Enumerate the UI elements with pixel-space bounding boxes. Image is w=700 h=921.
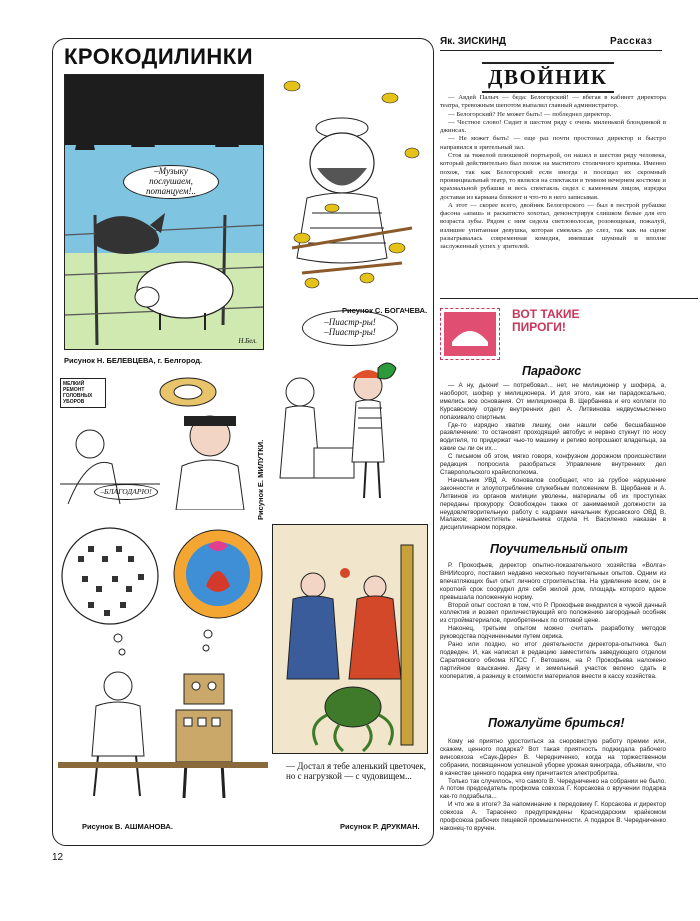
speech-bubble	[123, 165, 219, 199]
scarlet-flower-illustration	[273, 525, 428, 754]
section-paragraph: Только так случилось, что самого В. Чередниченко на собрании не было. А потом председатель профкома совхоза Г. Корсакова о вручении подарка как-то подзабыла...	[440, 777, 666, 801]
section-paragraph: Наконец, третьим опытом можно считать разработку методов руководства подчиненными путем окрика.	[440, 625, 666, 641]
pie-stamp-icon	[440, 308, 500, 360]
story-title: ДВОЙНИК	[482, 62, 614, 93]
cartoon-wolf-sheep	[64, 74, 264, 350]
section-paragraph: — А ну, дыхни! — потребовал... нет, не милиционер у шофера, а, наоборот, шофер у милиционера. И для этого, как ни парадоксально, имелись все основания. От милиционера В. Щербанева и его коллеги по Курсавскому отделу внутренних дел А. Литвинова недвусмысленно попахивало спиртным.	[440, 382, 666, 421]
section-heading-experience: Поучительный опыт	[490, 542, 628, 556]
section-body-experience	[440, 562, 666, 681]
cartoon-scarlet-flower	[272, 524, 428, 754]
flower-caption-text: — Достал я тебе аленький цветочек, но с нагрузкой — с чудовищем...	[286, 761, 426, 781]
cartoon-robot-thoughts	[58, 526, 268, 816]
story-paragraph: Стоя за тяжелой плюшевой портьерой, он нашел в шестом ряду человека, который действительно был похож на маститого столичного критика. Именно похож, так как Белогорский если иногда и посещал их скромный провинциальный театр, то являлся на спектакли в темном вечернем костюме и крахмальной рубашке и весь спектакль сидел с каменным лицом, изредка доставая из кармана блокнот и что-то в него записывая.	[440, 152, 666, 201]
caption-drukman: Рисунок Р. ДРУКМАН.	[340, 822, 420, 831]
section-title: КРОКОДИЛИНКИ	[64, 44, 254, 69]
story-paragraph: — Честное слово! Сидит в шестом ряду с очень миленькой блондинкой в джинсах.	[440, 118, 666, 135]
speech-text: –Музыку послушаем, потанцуем!..	[146, 166, 196, 196]
section-paragraph: Второй опыт состоял в том, что Р. Прокофьев внедрился в чужой дачный коллектив и возвел приличествующий его положению загородный особняк из стройматериалов, приобретенных по оптовой цене.	[440, 601, 666, 625]
section-body-paradox	[440, 382, 666, 532]
section-paragraph: Кому не приятно удостоиться за сноровистую работу премии или, скажем, ценного подарка? Вот такая приятность поджидала рабочего винсовхоза «Саук-Дере» В. Чередниченко, когда на торжественном собрании, посвященном успешной уборке урожая винограда, объявили, что в качестве ценного подарка ему причитается электробритва.	[440, 738, 666, 777]
wolf-sheep-illustration	[65, 75, 264, 350]
repair-sign	[60, 378, 106, 408]
section-paragraph: Рано или поздно, но итог деятельности директора-опытника был подведен. И, как написал в редакцию заместитель заведующего отделом Саратовского обкома КПСС Г. Ветошкин, на Р. Прокофьева наложено партийное взыскание. Дачу и земельный участок велено сдать в кооператив, а разницу в стоимости материалов внести в кассу хозяйства.	[440, 641, 666, 680]
repair-sign-text: МЕЛКИЙ РЕМОНТ ГОЛОВНЫХ УБОРОВ	[63, 381, 93, 405]
robot-illustration	[58, 526, 268, 816]
parrot-speech-2: –Пиастр-ры!	[324, 327, 376, 337]
pies-rubric: ВОТ ТАКИЕ ПИРОГИ!	[512, 307, 580, 334]
story-paragraph: — Не может быть! — еще раз почти простонал директор и быстро направился в зрительный зал.	[440, 135, 666, 151]
story-rubric: Рассказ	[610, 36, 653, 47]
section-paragraph: С письмом об этом, мягко говоря, конфузном дорожном происшествии редакция попросила разобраться Управление внутренних дел Ставропольского крайисполкома.	[440, 453, 666, 476]
story-paragraph: — Белогорский? Не может быть! — побледнел директор.	[448, 110, 612, 118]
section-heading-paradox: Парадокс	[522, 364, 582, 378]
thanks-text: –БЛАГОДАРЮ!	[100, 486, 152, 496]
caption-ashmanov: Рисунок В. АШМАНОВА.	[82, 822, 173, 831]
thanks-bubble	[94, 484, 158, 500]
section-divider	[440, 298, 698, 299]
section-heading-shave: Пожалуйте бриться!	[488, 716, 625, 730]
caption-belevtsev: Рисунок Н. БЕЛЕВЦЕВА, г. Белгород.	[64, 356, 203, 365]
cartoon-hat-repair	[60, 374, 256, 510]
story-body	[440, 94, 666, 252]
pie-icon	[444, 312, 496, 356]
story-paragraph: — Авдей Палыч — беда: Белогорский! — вбегая в кабинет директора театра, тревожным шепотом выпалил главный администратор.	[440, 94, 666, 110]
section-paragraph: И что же в итоге? За напоминание к передовику Г. Корсакова и директор совхоза А. Тарасенко предупреждены Краснодарским крайкомом профсоюза рабочих пищевой промышленности. А подарок В. Чередниченко наконец-то вручен.	[440, 801, 666, 832]
section-paragraph: Начальник УВД А. Коновалов сообщает, что за грубое нарушение законности и злоупотребление служебным положением В. Щербанев и А. Литвинов из органов милиции уволены, материалы об их проступках переданы прокурору. Освобожден также от занимаемой должности за неудовлетворительную работу с кадрами начальник Курсавского ОВД В. Малахов; заместитель начальника отдела Н. Василенко наказан в дисциплинарном порядке.	[440, 476, 666, 532]
caption-bogachev: Рисунок С. БОГАЧЕВА.	[342, 306, 428, 315]
page-number: 12	[52, 852, 64, 863]
section-body-shave	[440, 738, 666, 833]
caption-milutka: Рисунок Е. МИЛУТКИ.	[256, 439, 265, 520]
parrot-bubble	[302, 310, 398, 346]
story-paragraph: А этот — скорее всего, двойник Белогорского — был в пестрой рубашке фасона «апаш» и раскатисто хохотал, демонстрируя слишком белые для его возраста зубы. Рядом с ним сидела светловолосая, розовощекая, пожалуй, излишне упитанная девушка, которая смеялась до слез, так как на сцене разыгрывалась современная комедия, имевшая шумный и вполне заслуженный успех у зрителей.	[440, 201, 666, 251]
cartoon-pirate-parrot	[268, 308, 430, 508]
cartoon-sailor-birds	[272, 58, 430, 302]
story-author: Як. ЗИСКИНД	[440, 36, 507, 47]
section-paragraph: Р. Прокофьев, директор опытно-показательного хозяйства «Волга» ВНИИсорго, поставил недавно несколько поучительных опытов. Одним из впечатляющих был опыт личного строительства. На удивление всем, он в короткий срок соорудил для себя жилой дом, площадь которого вдвое превышала положенную норму.	[440, 562, 666, 601]
parrot-speech-1: –Пиастр-ры!	[324, 317, 376, 328]
section-paragraph: Где-то изрядно хватив лишку, они нашли себе бесшабашное развлечение: то остановят проходящий автобус и нервно стукнут по носу водителя, то придержат чью-то машину и ретиво вопрошают владельца, за какие сы ли он их...	[440, 421, 666, 453]
header-rule	[440, 50, 662, 51]
artist-signature: Н.Бел.	[238, 337, 257, 345]
sailor-illustration	[272, 58, 430, 302]
